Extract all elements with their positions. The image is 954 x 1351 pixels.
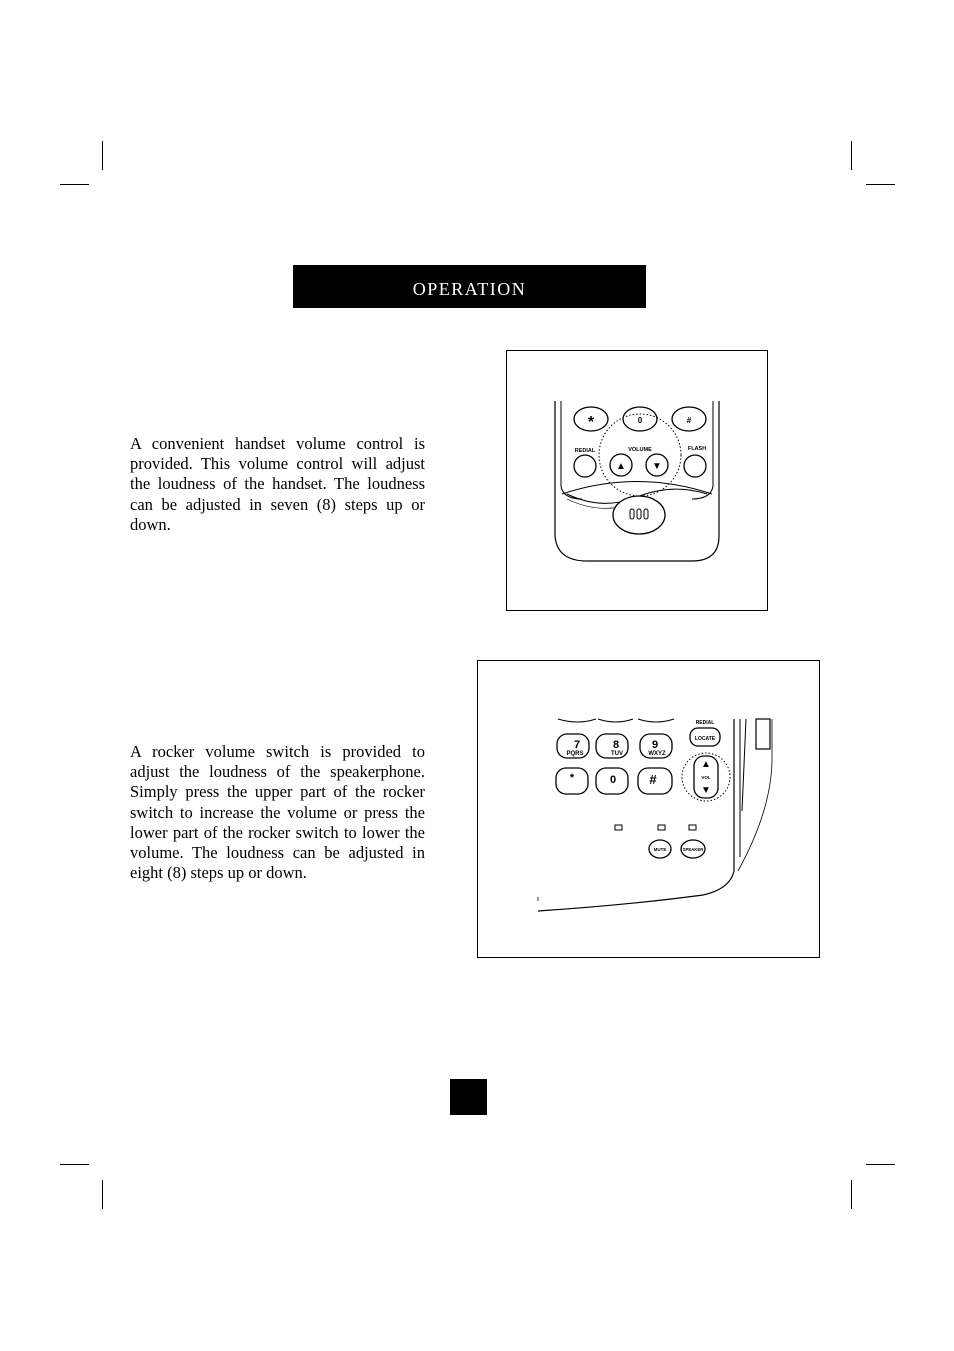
indicator-led: [615, 825, 622, 830]
crop-mark: [851, 1180, 852, 1209]
vol-up-icon: ▲: [701, 759, 711, 770]
key-8-letters: TUV: [611, 751, 623, 757]
key-star-label: *: [569, 772, 575, 784]
redial-label: REDIAL: [574, 448, 596, 454]
crop-mark: [866, 1164, 895, 1165]
flash-button: [684, 455, 706, 477]
page-number-box: [450, 1079, 487, 1115]
crop-mark: [851, 141, 852, 170]
key-9-digit: 9: [651, 739, 659, 751]
key-7-digit: 7: [573, 739, 581, 751]
volume-up-icon: ▲: [616, 461, 626, 472]
handset-illustration: [507, 351, 767, 610]
handset-volume-figure: [506, 350, 768, 611]
speakerphone-volume-paragraph: A rocker volume switch is provided to adjust the loudness of the speakerphone. Simply press the upper part of the rocker switch to increase the volume or press the lower part of the rocker switch to lower the volume. The loudness can be adjusted in eight (8) steps up or down.: [130, 742, 425, 883]
key-8-digit: 8: [612, 739, 620, 751]
flash-label: FLASH: [687, 446, 707, 452]
volume-down-icon: ▼: [652, 461, 662, 472]
speaker-label: SPEAKER: [682, 847, 704, 852]
crop-mark: [102, 1180, 103, 1209]
key-hash-label: #: [686, 416, 692, 425]
key-hash-label: #: [649, 772, 657, 787]
volume-label: VOLUME: [628, 447, 652, 453]
crop-mark: [60, 184, 89, 185]
mute-label: MUTE: [653, 847, 667, 852]
key-7-letters: PQRS: [566, 751, 584, 757]
vol-label: VOL: [701, 775, 711, 780]
base-volume-figure: [477, 660, 820, 958]
indicator-led: [689, 825, 696, 830]
redial-label: REDIAL: [695, 720, 715, 726]
crop-mark: [866, 184, 895, 185]
redial-button: [574, 455, 596, 477]
crop-mark: [60, 1164, 89, 1165]
key-zero-label: 0: [609, 774, 617, 786]
key-9-letters: WXYZ: [648, 751, 666, 757]
key-star-label: *: [587, 414, 595, 431]
handset-cradle-tab: [756, 719, 770, 749]
vol-down-icon: ▼: [701, 785, 711, 796]
section-title-banner: [293, 265, 646, 308]
section-title: operation: [412, 271, 527, 301]
base-illustration: [478, 661, 819, 957]
talk-button: [613, 496, 665, 534]
handset-volume-paragraph: A convenient handset volume control is provided. This volume control will adjust the loudness of the handset. The loudness can be adjusted in seven (8) steps up or down.: [130, 434, 425, 534]
key-zero-label: 0: [637, 416, 643, 425]
indicator-led: [658, 825, 665, 830]
crop-mark: [102, 141, 103, 170]
locate-label: LOCATE: [694, 736, 716, 742]
